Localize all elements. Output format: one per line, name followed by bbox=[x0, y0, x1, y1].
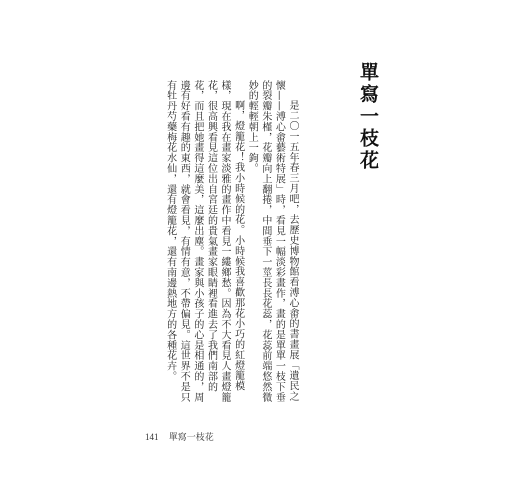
running-title: 單寫一枝花 bbox=[168, 432, 214, 442]
paragraph-1: 是二〇一五年春三月吧，去歷史博物館看溥心畬的書畫展「遺民之懷——溥心畬藝術特展」時，看見一幅淡彩畫作，畫的是單單一枝下垂的裂瓣朱槿，花瓣向上翻捲，中間垂下一莖長長花蕊，花蕊前端悠然微妙的輕輕朝上一鉤。 bbox=[246, 80, 298, 403]
paragraph-2: 啊，燈籠花！我小時候的花。小時候我喜歡那花小巧的紅燈籠模樣，現在我在畫家淡雅的畫作中看見一縷鄉愁。因為不大看見人畫燈籠花，很高興看見這位出自宮廷的貴氣畫家眼睛裡看進去了我們南部的花，而且把她畫得這麼美，這麼出塵。畫家與小孩子的心是相通的，周邊有好看有趣的東西，就會看見，有情有意，不帶偏見。這世界不是只有牡丹芍藥梅花水仙，還有燈籠花，還有南邊熱地方的各種花卉。 bbox=[164, 80, 244, 403]
page-number: 141 bbox=[145, 432, 159, 442]
body-text bbox=[163, 80, 313, 410]
page-footer bbox=[145, 430, 214, 443]
chapter-title: 單寫一枝花 bbox=[357, 62, 379, 172]
